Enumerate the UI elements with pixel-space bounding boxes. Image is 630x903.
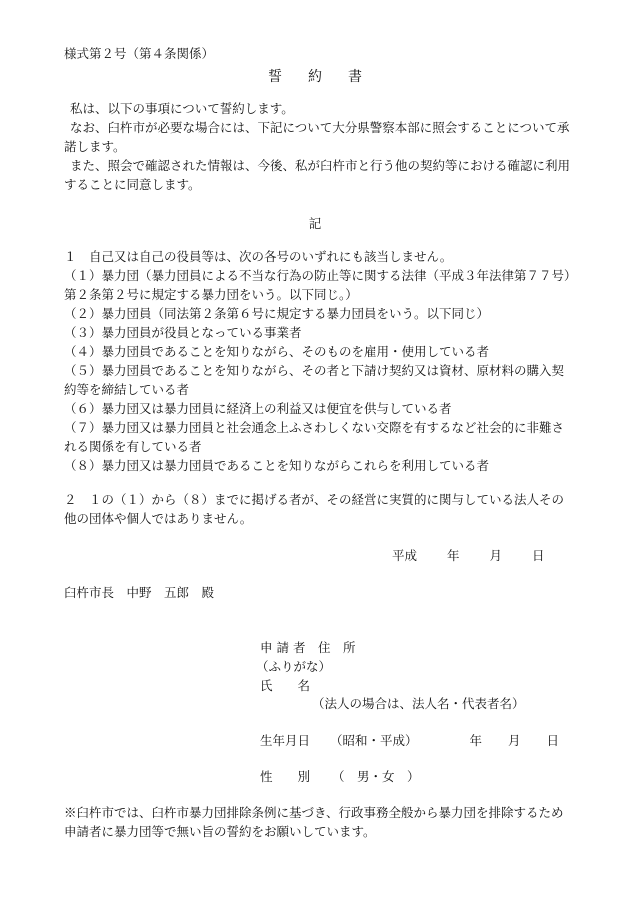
date-year: 年 <box>446 548 460 563</box>
applicant-birth-month: 月 <box>508 733 521 748</box>
applicant-name-label: 氏 名 <box>260 678 311 693</box>
clause-1-item: （１）暴力団（暴力団員による不当な行為の防止等に関する法律（平成３年法律第７７号）第２条第２号に規定する暴力団をいう。以下同じ。） <box>64 268 571 302</box>
applicant-name-note: （法人の場合は、法人名・代表者名） <box>312 696 525 711</box>
document-title: 誓約書 <box>268 69 388 85</box>
date-line <box>392 546 544 564</box>
clause-1-heading: １ 自己又は自己の役員等は、次の各号のいずれにも該当しません。 <box>64 249 453 264</box>
intro-line: また、照会で確認された情報は、今後、私が臼杵市と行う他の契約等における確認に利用することに同意します。 <box>64 158 571 192</box>
intro-section <box>64 99 574 194</box>
clause-1-item: （３）暴力団員が役員となっている事業者 <box>64 325 302 340</box>
applicant-furigana-label: （ふりがな） <box>256 659 332 674</box>
form-number: 様式第２号（第４条関係） <box>64 46 215 61</box>
applicant-address-row <box>260 638 355 656</box>
applicant-name-note-row <box>312 694 525 712</box>
clause-1-item: （８）暴力団又は暴力団員であることを知りながらこれらを利用している者 <box>64 458 490 473</box>
applicant-birth-row <box>260 731 559 749</box>
applicant-birth-year: 年 <box>469 733 483 748</box>
applicant-sex-label: 性 別 <box>260 769 311 784</box>
applicant-sex-options: （ 男・女 ） <box>332 769 420 784</box>
ki-heading: 記 <box>308 216 322 231</box>
date-month: 月 <box>489 548 502 563</box>
clause-1 <box>64 247 574 475</box>
date-era: 平成 <box>392 548 418 563</box>
clause-1-item: （２）暴力団員（同法第２条第６号に規定する暴力団員をいう。以下同じ） <box>64 306 490 321</box>
applicant-birth-era: （昭和・平成） <box>330 733 418 748</box>
clause-1-item: （５）暴力団員であることを知りながら、その者と下請け契約又は資材、原材料の購入契約等を締結している者 <box>64 363 565 397</box>
date-day: 日 <box>531 548 545 563</box>
clause-1-item: （４）暴力団員であることを知りながら、そのものを雇用・使用している者 <box>64 344 490 359</box>
addressee: 臼杵市長 中野 五郎 殿 <box>64 585 215 600</box>
applicant-name-row <box>260 676 310 694</box>
applicant-sex-row <box>260 767 420 785</box>
applicant-birth-label: 生年月日 <box>260 733 311 748</box>
clause-2: ２ １の（１）から（８）までに掲げる者が、その経営に実質的に関与している法人その他の団体や個人ではありません。 <box>64 492 565 526</box>
clause-1-item: （７）暴力団又は暴力団員と社会通念上ふさわしくない交際を有するなど社会的に非難される関係を有している者 <box>64 420 565 454</box>
applicant-birth-day: 日 <box>546 733 560 748</box>
applicant-address-label: 申 請 者 住 所 <box>260 640 356 655</box>
clause-1-item: （６）暴力団又は暴力団員に経済上の利益又は便宜を供与している者 <box>64 401 452 416</box>
intro-line: なお、臼杵市が必要な場合には、下記について大分県警察本部に照会することについて承諾します。 <box>64 120 570 154</box>
footer-note: ※臼杵市では、臼杵市暴力団排除条例に基づき、行政事務全般から暴力団を排除するため申請者に暴力団等で無い旨の誓約をお願いしています。 <box>64 805 564 839</box>
intro-line: 私は、以下の事項について誓約します。 <box>70 101 294 116</box>
applicant-furigana-row <box>256 657 331 675</box>
